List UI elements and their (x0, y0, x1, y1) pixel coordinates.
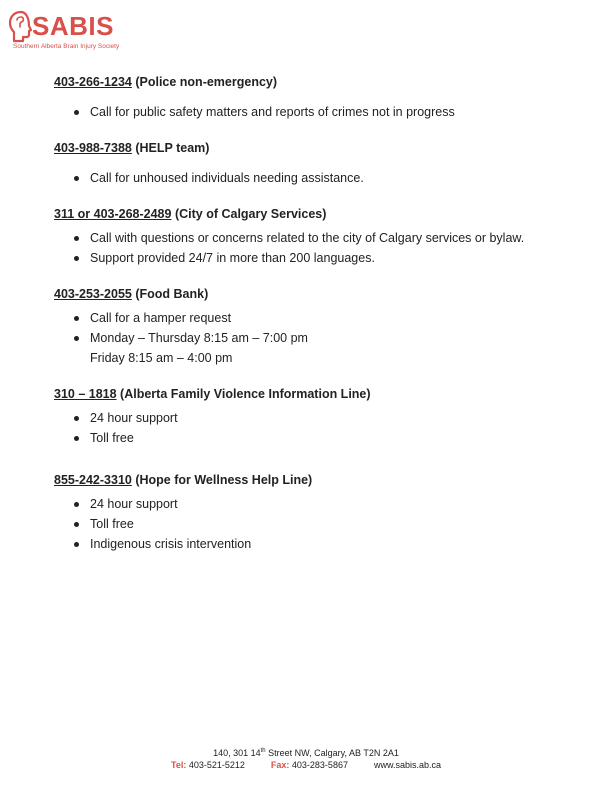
resource-heading (54, 380, 574, 408)
list-item-text: 24 hour support (90, 411, 178, 425)
list-item (54, 228, 574, 248)
phone-number[interactable]: 310 – 1818 (54, 387, 117, 401)
resource-heading (54, 466, 574, 494)
address-text: 140, 301 14 (213, 748, 261, 758)
tel-label: Tel: (170, 760, 187, 770)
list-item-text: Call for public safety matters and reports of crimes not in progress (90, 105, 455, 119)
list-item-text: Toll free (90, 431, 134, 445)
bullet-icon (74, 436, 79, 441)
footer-contact (0, 758, 612, 772)
phone-number[interactable]: 311 or 403-268-2489 (54, 207, 172, 221)
list-item-text: Call for a hamper request (90, 311, 232, 325)
bullet-icon (74, 176, 79, 181)
bullet-icon (74, 502, 79, 507)
list-item (54, 328, 574, 348)
resource-name: (Police non-emergency) (131, 75, 278, 89)
logo-wordmark: SABIS (32, 11, 114, 41)
bullet-icon (74, 110, 79, 115)
resource-heading (54, 200, 574, 228)
resource-help-team (54, 134, 574, 188)
resource-heading (54, 280, 574, 308)
hours-continuation: Friday 8:15 am – 4:00 pm (90, 351, 233, 365)
bullet-icon (74, 522, 79, 527)
resource-police (54, 68, 574, 122)
list-item-text: Call with questions or concerns related to the city of Calgary services or bylaw. (90, 231, 525, 245)
resource-hope-for-wellness (54, 466, 574, 554)
address-text-end: Street NW, Calgary, AB T2N 2A1 (265, 748, 399, 758)
list-item (54, 534, 574, 554)
phone-number[interactable]: 855-242-3310 (54, 473, 132, 487)
list-item-text: Monday – Thursday 8:15 am – 7:00 pm (90, 331, 308, 345)
list-item-text: Support provided 24/7 in more than 200 languages. (90, 251, 375, 265)
bullet-icon (74, 256, 79, 261)
fax-label: Fax: (270, 760, 290, 770)
list-item (54, 494, 574, 514)
list-item (54, 514, 574, 534)
list-item-text: Indigenous crisis intervention (90, 537, 252, 551)
phone-number[interactable]: 403-266-1234 (54, 75, 132, 89)
resource-food-bank (54, 280, 574, 368)
resource-name: (Alberta Family Violence Information Line) (116, 387, 371, 401)
resource-name: (City of Calgary Services) (171, 207, 327, 221)
head-profile-icon (8, 10, 34, 44)
resource-name: (HELP team) (131, 141, 210, 155)
page-footer (0, 744, 612, 772)
website-link[interactable]: www.sabis.ab.ca (373, 760, 441, 770)
list-item (54, 168, 574, 188)
list-item-text: Toll free (90, 517, 134, 531)
bullet-icon (74, 316, 79, 321)
footer-address (0, 744, 612, 758)
resource-heading (54, 68, 574, 96)
phone-number[interactable]: 403-253-2055 (54, 287, 132, 301)
bullet-icon (74, 236, 79, 241)
list-item (54, 308, 574, 328)
list-item (54, 428, 574, 448)
phone-number[interactable]: 403-988-7388 (54, 141, 132, 155)
bullet-icon (74, 416, 79, 421)
tel-number[interactable]: 403-521-5212 (186, 760, 245, 770)
resource-list (54, 68, 574, 554)
list-item (54, 248, 574, 268)
address-superscript: th (260, 748, 266, 754)
list-item (54, 408, 574, 428)
bullet-icon (74, 336, 79, 341)
list-item (54, 102, 574, 122)
resource-heading (54, 134, 574, 162)
logo-tagline: Southern Alberta Brain Injury Society (13, 43, 120, 50)
resource-family-violence-line (54, 380, 574, 448)
sabis-logo (8, 10, 148, 56)
fax-number: 403-283-5867 (289, 760, 348, 770)
list-item-text: Call for unhoused individuals needing assistance. (90, 171, 364, 185)
list-item-text: 24 hour support (90, 497, 178, 511)
resource-city-services (54, 200, 574, 268)
bullet-icon (74, 542, 79, 547)
resource-name: (Food Bank) (131, 287, 209, 301)
resource-name: (Hope for Wellness Help Line) (131, 473, 313, 487)
